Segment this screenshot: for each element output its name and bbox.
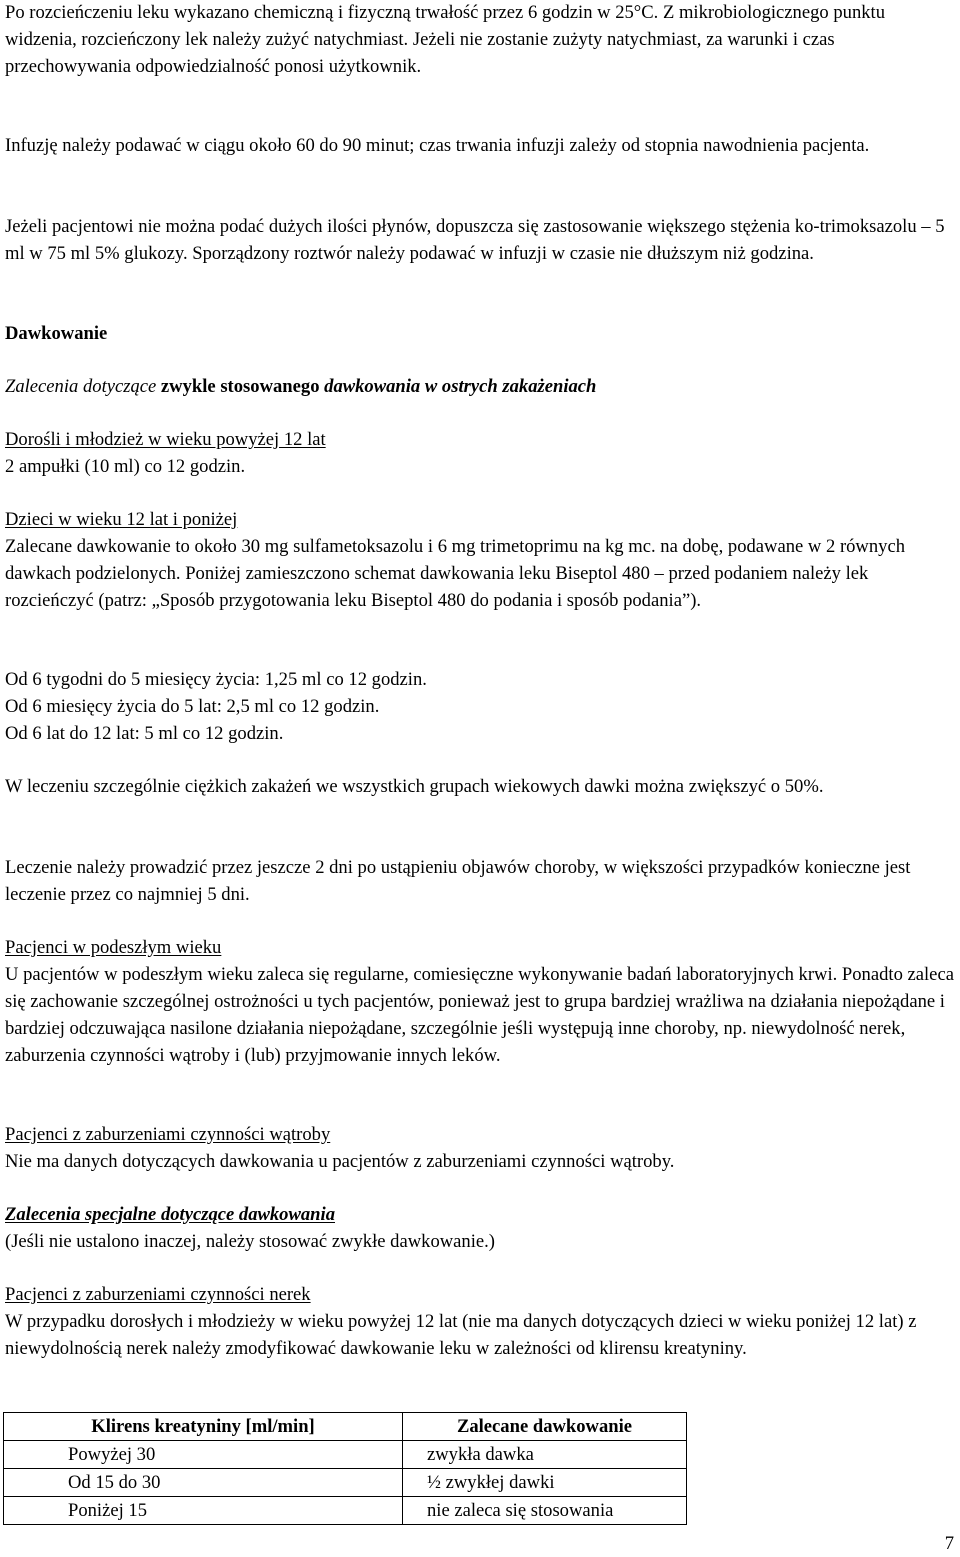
text-nerki: W przypadku dorosłych i młodzieży w wieku powyżej 12 lat (nie ma danych dotyczących dzieci w wieku poniżej 12 lat) z niewydolnością nerek należy zmodyfikować dawkowanie leku w zależności od klirensu kreatyniny. [5,1311,917,1359]
heading-zalecenia-part2: zwykle stosowanego [156,376,325,397]
table-row [4,1497,687,1525]
section-nerki [5,1281,957,1362]
heading-dawkowanie: Dawkowanie [5,323,108,344]
heading-dzieci: Dzieci w wieku 12 lat i poniżej [5,509,238,530]
heading-watroba: Pacjenci z zaburzeniami czynności wątroby [5,1124,331,1145]
text-watroba: Nie ma danych dotyczących dawkowania u pacjentów z zaburzeniami czynności wątroby. [5,1151,675,1172]
table-cell: zwykła dawka [403,1441,687,1469]
heading-specjalne: Zalecenia specjalne dotyczące dawkowania [5,1204,335,1225]
table-cell: Poniżej 15 [4,1497,403,1525]
table-cell: nie zaleca się stosowania [403,1497,687,1525]
paragraph-ciezkie: W leczeniu szczególnie ciężkich zakażeń we wszystkich grupach wiekowych dawki można zwiększyć o 50%. [5,776,824,797]
text-starsi: U pacjentów w podeszłym wieku zaleca się regularne, comiesięczne wykonywanie badań laboratoryjnych krwi. Ponadto zaleca się zachowanie szczególnej ostrożności u tych pacjentów, ponieważ jest to grupa bardziej wrażliwa na działania niepożądane i bardziej odczuwająca nasilone działania niepożądane, szczególnie jeśli występują inne choroby, np. niewydolność nerek, zaburzenia czynności wątroby i (lub) przyjmowanie innych leków. [5,964,954,1066]
schemat-item: Od 6 lat do 12 lat: 5 ml co 12 godzin. [5,723,284,744]
section-dorosli [5,426,957,480]
heading-zalecenia-part3: dawkowania w ostrych zakażeniach [324,376,597,397]
table-cell: Powyżej 30 [4,1441,403,1469]
paragraph-concentration: Jeżeli pacjentowi nie można podać dużych ilości płynów, dopuszcza się zastosowanie większego stężenia ko-trimoksazolu – 5 ml w 75 ml 5% glukozy. Sporządzony roztwór należy podawać w infuzji w czasie nie dłuższym niż godzina. [5,216,945,264]
table-cell: Od 15 do 30 [4,1469,403,1497]
table-header: Klirens kreatyniny [ml/min] [4,1413,403,1441]
list-schemat [5,666,957,747]
paragraph-stability: Po rozcieńczeniu leku wykazano chemiczną i fizyczną trwałość przez 6 godzin w 25°C. Z mikrobiologicznego punktu widzenia, rozcieńczony lek należy zużyć natychmiast. Jeżeli nie zostanie zużyty natychmiast, za warunki i czas przechowywania odpowiedzialność ponosi użytkownik. [5,2,885,77]
section-watroba [5,1121,957,1175]
text-specjalne: (Jeśli nie ustalono inaczej, należy stosować zwykłe dawkowanie.) [5,1231,495,1252]
heading-starsi: Pacjenci w podeszłym wieku [5,937,222,958]
table-header: Zalecane dawkowanie [403,1413,687,1441]
heading-zalecenia [5,373,596,400]
text-dorosli: 2 ampułki (10 ml) co 12 godzin. [5,456,246,477]
heading-nerki: Pacjenci z zaburzeniami czynności nerek [5,1284,311,1305]
heading-zalecenia-part1: Zalecenia dotyczące [5,376,157,397]
section-starsi [5,934,957,1069]
schemat-item: Od 6 miesięcy życia do 5 lat: 2,5 ml co 12 godzin. [5,696,380,717]
heading-dorosli: Dorośli i młodzież w wieku powyżej 12 lat [5,429,326,450]
dosage-table [3,1412,687,1525]
page-number: 7 [944,1533,954,1554]
table-row [4,1469,687,1497]
section-specjalne [5,1201,957,1255]
table-row [4,1441,687,1469]
section-dzieci [5,506,957,614]
table-cell: ½ zwykłej dawki [403,1469,687,1497]
table-header-row [4,1413,687,1441]
text-dzieci: Zalecane dawkowanie to około 30 mg sulfametoksazolu i 6 mg trimetoprimu na kg mc. na dobę, podawane w 2 równych dawkach podzielonych. Poniżej zamieszczono schemat dawkowania leku Biseptol 480 – przed podaniem należy lek rozcieńczyć (patrz: „Sposób przygotowania leku Biseptol 480 do podania i sposób podania”). [5,536,906,611]
paragraph-infusion-time: Infuzję należy podawać w ciągu około 60 do 90 minut; czas trwania infuzji zależy od stopnia nawodnienia pacjenta. [5,135,870,156]
schemat-item: Od 6 tygodni do 5 miesięcy życia: 1,25 ml co 12 godzin. [5,669,427,690]
paragraph-leczenie: Leczenie należy prowadzić przez jeszcze 2 dni po ustąpieniu objawów choroby, w większości przypadków konieczne jest leczenie przez co najmniej 5 dni. [5,857,911,905]
